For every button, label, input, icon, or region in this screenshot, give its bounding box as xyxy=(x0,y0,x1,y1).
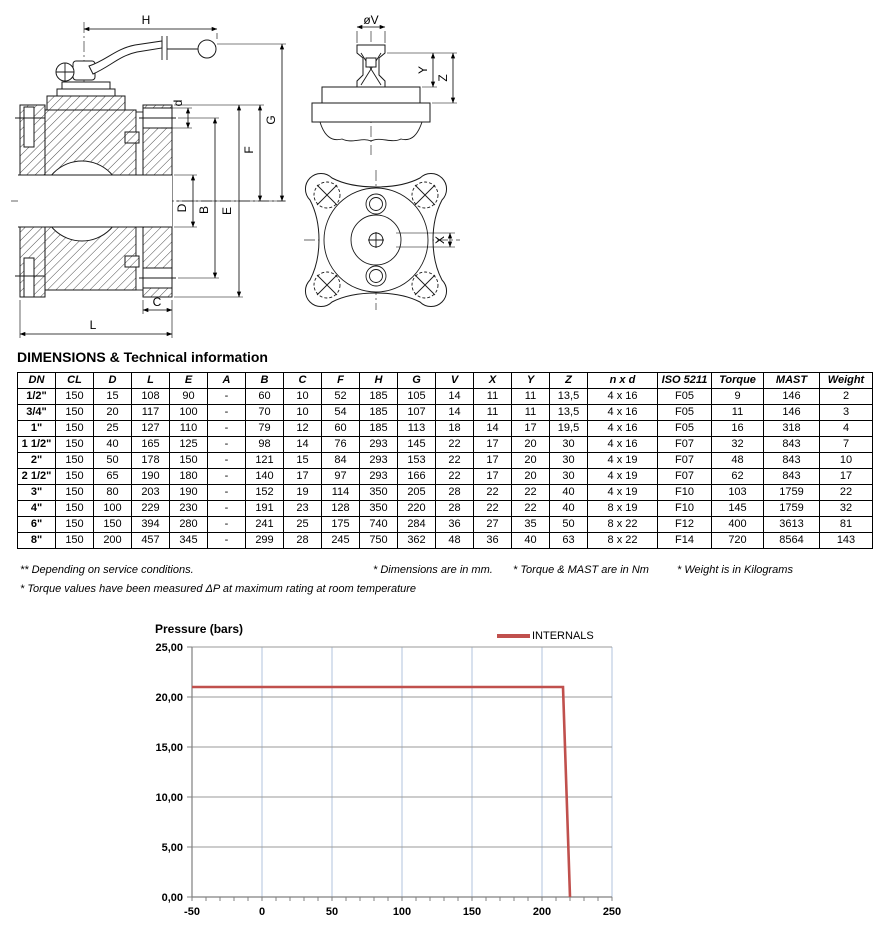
table-cell: 8 x 22 xyxy=(588,517,658,533)
table-cell: 280 xyxy=(170,517,208,533)
stem-plate-upper xyxy=(62,82,110,89)
table-cell: 241 xyxy=(246,517,284,533)
table-cell: 23 xyxy=(284,501,322,517)
table-cell: 107 xyxy=(398,405,436,421)
column-header: X xyxy=(474,373,512,389)
footnote-torque-measurement: * Torque values have been measured ΔP at maximum rating at room temperature xyxy=(20,583,417,595)
dim-label-c: C xyxy=(152,295,162,309)
table-cell: 125 xyxy=(170,437,208,453)
table-cell: 1/2" xyxy=(18,389,56,405)
table-cell: 81 xyxy=(820,517,873,533)
table-cell: 203 xyxy=(132,485,170,501)
joint-bolt-bottom xyxy=(125,256,139,267)
column-header: A xyxy=(208,373,246,389)
table-cell: 4 xyxy=(820,421,873,437)
table-cell: 121 xyxy=(246,453,284,469)
table-cell: 17 xyxy=(820,469,873,485)
table-cell: 22 xyxy=(436,453,474,469)
table-cell: 284 xyxy=(398,517,436,533)
table-cell: 720 xyxy=(712,533,764,549)
table-cell: 1759 xyxy=(764,485,820,501)
table-cell: - xyxy=(208,517,246,533)
table-cell: 14 xyxy=(474,421,512,437)
table-cell: 80 xyxy=(94,485,132,501)
x-tick-label: 0 xyxy=(258,906,266,918)
table-cell: 65 xyxy=(94,469,132,485)
table-cell: 175 xyxy=(322,517,360,533)
chart-title: Pressure (bars) xyxy=(155,622,244,636)
table-cell: 146 xyxy=(764,389,820,405)
table-cell: 165 xyxy=(132,437,170,453)
table-cell: 4 x 16 xyxy=(588,437,658,453)
table-cell: 117 xyxy=(132,405,170,421)
table-cell: 22 xyxy=(474,501,512,517)
table-cell: 150 xyxy=(56,405,94,421)
x-tick-label: 50 xyxy=(325,906,339,918)
table-cell: 20 xyxy=(94,405,132,421)
table-cell: 54 xyxy=(322,405,360,421)
dimensions-table xyxy=(17,372,873,549)
table-cell: F07 xyxy=(658,437,712,453)
stem-pad-drawing xyxy=(295,15,480,165)
table-cell: 843 xyxy=(764,453,820,469)
table-cell: 105 xyxy=(398,389,436,405)
y-tick-label: 20,00 xyxy=(155,692,183,704)
table-cell: 90 xyxy=(170,389,208,405)
body-top xyxy=(312,103,430,122)
table-cell: 190 xyxy=(170,485,208,501)
table-cell: 40 xyxy=(94,437,132,453)
table-cell: 750 xyxy=(360,533,398,549)
series-line-internals xyxy=(192,687,570,897)
table-cell: 25 xyxy=(284,517,322,533)
table-row xyxy=(18,517,873,533)
chart-plot xyxy=(125,616,645,922)
iso-flange-drawing xyxy=(300,168,475,313)
table-cell: 32 xyxy=(820,501,873,517)
x-tick-label: 250 xyxy=(602,906,622,918)
column-header: Z xyxy=(550,373,588,389)
table-cell: 17 xyxy=(474,453,512,469)
table-cell: F05 xyxy=(658,389,712,405)
table-cell: 14 xyxy=(284,437,322,453)
column-header: H xyxy=(360,373,398,389)
table-row xyxy=(18,453,873,469)
table-cell: 10 xyxy=(284,389,322,405)
mounting-pad xyxy=(322,87,420,103)
table-cell: 4" xyxy=(18,501,56,517)
table-cell: 843 xyxy=(764,437,820,453)
table-cell: 185 xyxy=(360,421,398,437)
column-header: L xyxy=(132,373,170,389)
table-header-row xyxy=(18,373,873,389)
table-cell: 229 xyxy=(132,501,170,517)
table-cell: 62 xyxy=(712,469,764,485)
table-cell: 150 xyxy=(56,453,94,469)
table-cell: 22 xyxy=(436,437,474,453)
table-cell: 150 xyxy=(56,389,94,405)
table-cell: 8" xyxy=(18,533,56,549)
table-cell: 7 xyxy=(820,437,873,453)
table-cell: 28 xyxy=(436,485,474,501)
table-cell: 11 xyxy=(712,405,764,421)
table-cell: 220 xyxy=(398,501,436,517)
table-cell: 127 xyxy=(132,421,170,437)
table-cell: 17 xyxy=(284,469,322,485)
table-cell: 843 xyxy=(764,469,820,485)
pressure-temperature-chart xyxy=(125,616,645,922)
table-cell: 30 xyxy=(550,469,588,485)
table-cell: 100 xyxy=(170,405,208,421)
column-header: V xyxy=(436,373,474,389)
table-cell: 15 xyxy=(284,453,322,469)
stem-plate-lower xyxy=(57,89,115,96)
table-cell: 35 xyxy=(512,517,550,533)
table-cell: 293 xyxy=(360,469,398,485)
table-cell: 200 xyxy=(94,533,132,549)
table-cell: 150 xyxy=(170,453,208,469)
table-cell: 103 xyxy=(712,485,764,501)
column-header: C xyxy=(284,373,322,389)
dim-label-h: H xyxy=(141,13,151,27)
table-cell: 20 xyxy=(512,453,550,469)
body-top-cap xyxy=(47,96,125,110)
table-cell: 98 xyxy=(246,437,284,453)
table-cell: 14 xyxy=(436,389,474,405)
table-cell: 18 xyxy=(436,421,474,437)
table-cell: 22 xyxy=(474,485,512,501)
table-cell: F07 xyxy=(658,469,712,485)
table-cell: F07 xyxy=(658,453,712,469)
y-tick-label: 0,00 xyxy=(161,892,183,904)
column-header: ISO 5211 xyxy=(658,373,712,389)
table-cell: 14 xyxy=(436,405,474,421)
table-cell: 20 xyxy=(512,437,550,453)
handle-knob xyxy=(198,40,216,58)
table-cell: 22 xyxy=(820,485,873,501)
table-cell: 110 xyxy=(170,421,208,437)
table-cell: F14 xyxy=(658,533,712,549)
dim-label-l: L xyxy=(89,318,97,332)
table-cell: 150 xyxy=(56,533,94,549)
table-cell: 30 xyxy=(550,437,588,453)
table-cell: 293 xyxy=(360,453,398,469)
table-cell: 230 xyxy=(170,501,208,517)
legend-label: INTERNALS xyxy=(532,630,594,642)
table-cell: 145 xyxy=(712,501,764,517)
dim-label-g: G xyxy=(264,115,278,125)
table-cell: - xyxy=(208,485,246,501)
table-cell: - xyxy=(208,421,246,437)
dim-label-x: X xyxy=(433,235,447,245)
table-cell: 84 xyxy=(322,453,360,469)
table-cell: F12 xyxy=(658,517,712,533)
table-cell: 79 xyxy=(246,421,284,437)
table-cell: 70 xyxy=(246,405,284,421)
table-cell: 60 xyxy=(322,421,360,437)
column-header: DN xyxy=(18,373,56,389)
table-cell: 394 xyxy=(132,517,170,533)
table-cell: 2" xyxy=(18,453,56,469)
table-cell: 140 xyxy=(246,469,284,485)
x-tick-label: 100 xyxy=(392,906,412,918)
table-cell: 11 xyxy=(512,389,550,405)
dim-label-f: F xyxy=(242,146,256,154)
table-cell: 48 xyxy=(712,453,764,469)
table-cell: 40 xyxy=(512,533,550,549)
table-cell: 17 xyxy=(474,469,512,485)
stem-square xyxy=(366,58,376,67)
table-cell: 63 xyxy=(550,533,588,549)
table-cell: 25 xyxy=(94,421,132,437)
table-cell: 11 xyxy=(474,389,512,405)
x-tick-label: 150 xyxy=(462,906,482,918)
table-cell: F10 xyxy=(658,485,712,501)
table-cell: 299 xyxy=(246,533,284,549)
table-cell: 13,5 xyxy=(550,389,588,405)
table-cell: 50 xyxy=(550,517,588,533)
table-cell: 40 xyxy=(550,501,588,517)
footnote-dimensions-mm: * Dimensions are in mm. xyxy=(373,564,493,576)
table-cell: 4 x 16 xyxy=(588,389,658,405)
table-cell: 1759 xyxy=(764,501,820,517)
table-cell: 9 xyxy=(712,389,764,405)
table-cell: 3 xyxy=(820,405,873,421)
table-cell: 4 x 19 xyxy=(588,453,658,469)
bore xyxy=(18,175,172,227)
left-flange-slot-bottom xyxy=(24,258,34,297)
table-cell: 146 xyxy=(764,405,820,421)
table-cell: 143 xyxy=(820,533,873,549)
table-cell: 36 xyxy=(436,517,474,533)
dim-label-b: B xyxy=(197,205,211,215)
table-cell: F10 xyxy=(658,501,712,517)
table-row xyxy=(18,533,873,549)
table-row xyxy=(18,501,873,517)
table-cell: 12 xyxy=(284,421,322,437)
table-cell: 8 x 19 xyxy=(588,501,658,517)
table-cell: 1 1/2" xyxy=(18,437,56,453)
table-cell: 2 xyxy=(820,389,873,405)
table-cell: 150 xyxy=(56,469,94,485)
y-tick-label: 15,00 xyxy=(155,742,183,754)
footnote-weight-kg: * Weight is in Kilograms xyxy=(677,564,793,576)
table-cell: 345 xyxy=(170,533,208,549)
table-cell: F05 xyxy=(658,405,712,421)
joint-bolt-top xyxy=(125,132,139,143)
table-cell: 4 x 19 xyxy=(588,469,658,485)
valve-section-drawing xyxy=(15,8,295,350)
table-cell: 318 xyxy=(764,421,820,437)
ext-B xyxy=(178,118,219,278)
table-cell: 153 xyxy=(398,453,436,469)
column-header: MAST xyxy=(764,373,820,389)
table-cell: 50 xyxy=(94,453,132,469)
x-tick-label: 200 xyxy=(532,906,552,918)
table-cell: 20 xyxy=(512,469,550,485)
table-cell: 152 xyxy=(246,485,284,501)
table-cell: 128 xyxy=(322,501,360,517)
table-cell: 113 xyxy=(398,421,436,437)
table-cell: 108 xyxy=(132,389,170,405)
table-cell: 2 1/2" xyxy=(18,469,56,485)
table-cell: 350 xyxy=(360,501,398,517)
table-row xyxy=(18,469,873,485)
table-cell: - xyxy=(208,533,246,549)
table-cell: 114 xyxy=(322,485,360,501)
table-cell: 166 xyxy=(398,469,436,485)
table-cell: 145 xyxy=(398,437,436,453)
table-cell: 150 xyxy=(56,437,94,453)
table-cell: 76 xyxy=(322,437,360,453)
table-cell: 150 xyxy=(56,421,94,437)
table-cell: 457 xyxy=(132,533,170,549)
table-cell: - xyxy=(208,501,246,517)
table-cell: F05 xyxy=(658,421,712,437)
table-cell: 30 xyxy=(550,453,588,469)
table-row xyxy=(18,405,873,421)
section-title: DIMENSIONS & Technical information xyxy=(17,349,268,365)
column-header: D xyxy=(94,373,132,389)
table-row xyxy=(18,389,873,405)
table-cell: 150 xyxy=(56,517,94,533)
table-cell: 40 xyxy=(550,485,588,501)
handle-grip-joint xyxy=(162,36,199,60)
table-cell: 52 xyxy=(322,389,360,405)
table-cell: 293 xyxy=(360,437,398,453)
column-header: F xyxy=(322,373,360,389)
table-cell: 350 xyxy=(360,485,398,501)
table-cell: 6" xyxy=(18,517,56,533)
table-cell: 3" xyxy=(18,485,56,501)
table-cell: 8564 xyxy=(764,533,820,549)
table-cell: - xyxy=(208,469,246,485)
table-cell: 13,5 xyxy=(550,405,588,421)
table-row xyxy=(18,421,873,437)
table-cell: 205 xyxy=(398,485,436,501)
table-cell: 19 xyxy=(284,485,322,501)
table-cell: 3613 xyxy=(764,517,820,533)
table-cell: - xyxy=(208,453,246,469)
table-cell: 740 xyxy=(360,517,398,533)
table-cell: 11 xyxy=(512,405,550,421)
table-cell: 178 xyxy=(132,453,170,469)
table-cell: 22 xyxy=(512,501,550,517)
table-row xyxy=(18,437,873,453)
table-cell: 10 xyxy=(820,453,873,469)
table-cell: 32 xyxy=(712,437,764,453)
table-cell: 4 x 16 xyxy=(588,421,658,437)
table-cell: 150 xyxy=(56,501,94,517)
table-cell: 100 xyxy=(94,501,132,517)
y-tick-label: 25,00 xyxy=(155,642,183,654)
table-cell: 16 xyxy=(712,421,764,437)
table-cell: 400 xyxy=(712,517,764,533)
table-cell: 150 xyxy=(94,517,132,533)
table-cell: 17 xyxy=(512,421,550,437)
handle-lever xyxy=(89,41,162,74)
table-cell: 191 xyxy=(246,501,284,517)
column-header: CL xyxy=(56,373,94,389)
table-cell: 17 xyxy=(474,437,512,453)
dim-label-v: øV xyxy=(363,13,379,27)
table-cell: 10 xyxy=(284,405,322,421)
column-header: Torque xyxy=(712,373,764,389)
y-tick-label: 5,00 xyxy=(161,842,183,854)
column-header: Y xyxy=(512,373,550,389)
table-cell: 362 xyxy=(398,533,436,549)
table-cell: 8 x 22 xyxy=(588,533,658,549)
table-cell: - xyxy=(208,437,246,453)
table-cell: 180 xyxy=(170,469,208,485)
table-cell: 48 xyxy=(436,533,474,549)
table-cell: 60 xyxy=(246,389,284,405)
table-cell: 28 xyxy=(284,533,322,549)
dim-label-d-small: d xyxy=(171,99,185,107)
table-cell: 22 xyxy=(512,485,550,501)
column-header: E xyxy=(170,373,208,389)
dim-label-z: Z xyxy=(436,74,450,82)
table-cell: 4 x 19 xyxy=(588,485,658,501)
y-tick-label: 10,00 xyxy=(155,792,183,804)
table-cell: 245 xyxy=(322,533,360,549)
column-header: G xyxy=(398,373,436,389)
table-cell: 3/4" xyxy=(18,405,56,421)
table-cell: 22 xyxy=(436,469,474,485)
table-cell: 185 xyxy=(360,389,398,405)
table-cell: 1" xyxy=(18,421,56,437)
table-cell: 27 xyxy=(474,517,512,533)
table-cell: 36 xyxy=(474,533,512,549)
table-cell: 28 xyxy=(436,501,474,517)
dim-label-d-bore: D xyxy=(175,203,189,213)
dim-label-e: E xyxy=(220,206,234,216)
column-header: Weight xyxy=(820,373,873,389)
table-row xyxy=(18,485,873,501)
table-cell: - xyxy=(208,405,246,421)
x-tick-label: -50 xyxy=(184,906,200,918)
table-cell: 97 xyxy=(322,469,360,485)
table-cell: 15 xyxy=(94,389,132,405)
footnote-torque-mast-nm: * Torque & MAST are in Nm xyxy=(513,564,649,576)
table-cell: 11 xyxy=(474,405,512,421)
footnotes xyxy=(17,564,873,604)
left-flange-slot-top xyxy=(24,107,34,147)
column-header: B xyxy=(246,373,284,389)
table-cell: 150 xyxy=(56,485,94,501)
table-cell: 4 x 16 xyxy=(588,405,658,421)
footnote-service-conditions: ** Depending on service conditions. xyxy=(20,564,194,576)
table-cell: 185 xyxy=(360,405,398,421)
table-cell: 190 xyxy=(132,469,170,485)
table-cell: 19,5 xyxy=(550,421,588,437)
dim-label-y: Y xyxy=(416,65,430,75)
table-cell: - xyxy=(208,389,246,405)
column-header: n x d xyxy=(588,373,658,389)
